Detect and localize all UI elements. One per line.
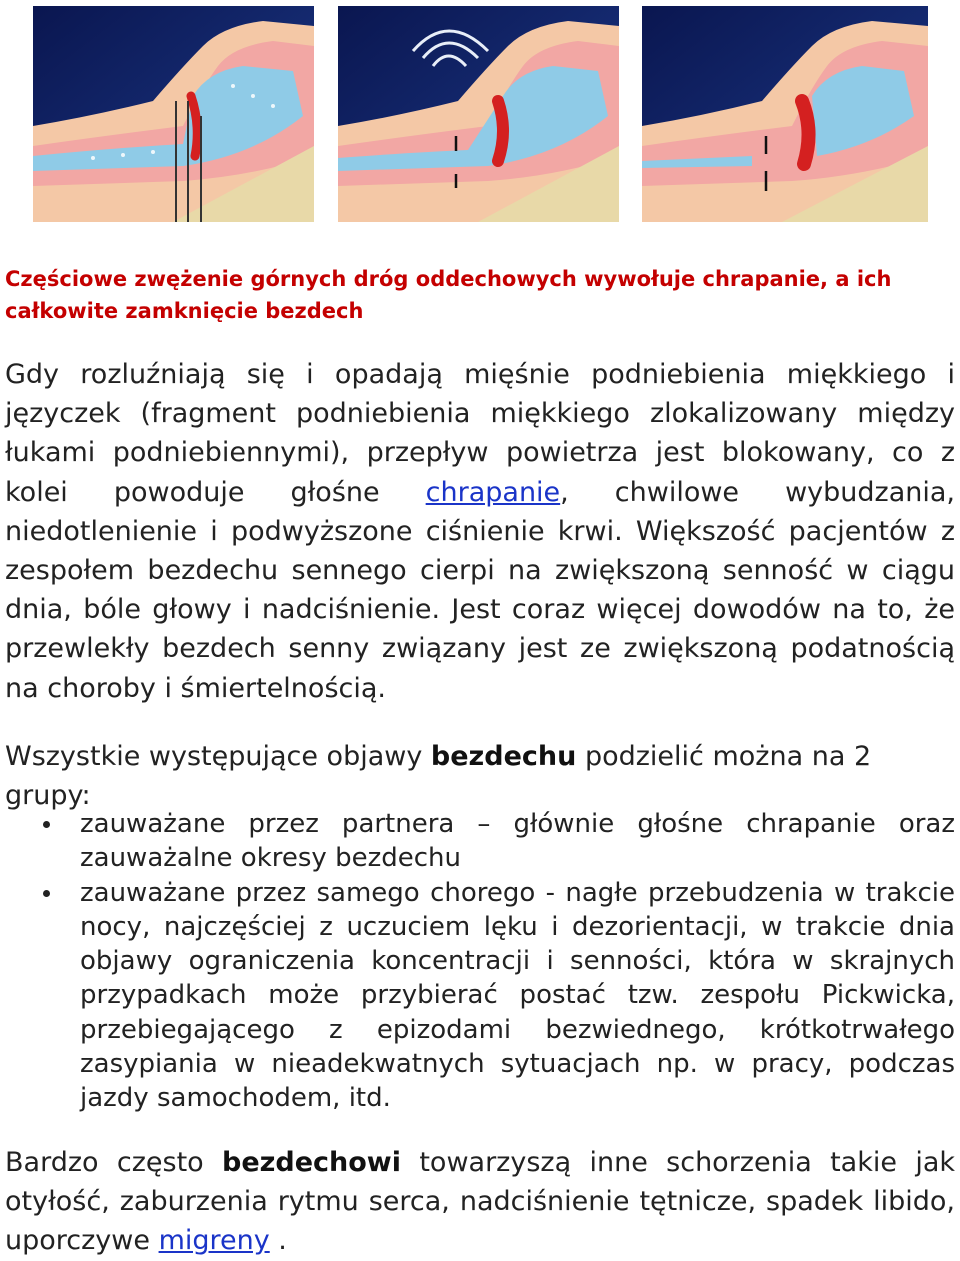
symptom-groups-list (0, 807, 955, 1116)
list-item (0, 876, 955, 1116)
snoring-link[interactable]: chrapanie (425, 476, 561, 508)
comorbidities-bold: bezdechowi (222, 1147, 401, 1178)
list-item-text: zauważane przez partnera – głównie głośne chrapanie oraz zauważalne okresy bezdechu (80, 809, 955, 874)
sleeper-airway-open-icon (33, 6, 314, 222)
symptom-groups-intro (5, 737, 955, 815)
bullet-icon (43, 821, 50, 828)
groups-intro-start: Wszystkie występujące objawy (5, 741, 431, 772)
panel-partial-obstruction (338, 6, 619, 222)
panel-normal-airway (33, 6, 314, 222)
intro-text-end: , chwilowe wybudzania, niedotlenienie i podwyższone ciśnienie krwi. Większość pacjentów z zespołem bezdechu sennego cierpi na zwiększoną senność w ciągu dnia, bóle głowy i nadciśnienie. Jest coraz więcej dowodów na to, że przewlekły bezdech senny związany jest ze zwiększoną podatnością na choroby i śmiertelnością. (5, 476, 955, 704)
groups-intro-end: podzielić można na 2 grupy: (5, 741, 872, 812)
comorbidities-text-middle: towarzyszą inne schorzenia takie jak otyłość, zaburzenia rytmu serca, nadciśnienie tętnicze, spadek libido, uporczywe (5, 1147, 955, 1257)
comorbidities-text-end: . (269, 1225, 287, 1257)
figure-caption: Częściowe zwężenie górnych dróg oddechowych wywołuje chrapanie, a ich całkowite zamknięcie bezdech (5, 267, 892, 323)
comorbidities-text-start: Bardzo często (5, 1147, 223, 1178)
comorbidities-paragraph (5, 1143, 955, 1261)
sleeper-airway-snoring-icon (338, 6, 619, 222)
airway-illustrations (33, 6, 928, 222)
groups-intro-bold: bezdechu (430, 741, 577, 772)
intro-text-start: Gdy rozluźniają się i opadają mięśnie podniebienia miękkiego i języczek (fragment podniebienia miękkiego zlokalizowany między łukami podniebiennymi), przepływ powietrza jest blokowany, co z kolei powoduje głośne (5, 359, 955, 508)
bullet-icon (43, 890, 50, 897)
sleeper-airway-closed-icon (642, 6, 928, 222)
migraine-link[interactable]: migreny (158, 1225, 270, 1257)
list-item (0, 807, 955, 876)
panel-complete-obstruction (642, 6, 928, 222)
intro-paragraph (5, 355, 955, 708)
list-item-text: zauważane przez samego chorego - nagłe przebudzenia w trakcie nocy, najczęściej z uczuciem lęku i dezorientacji, w trakcie dnia objawy ograniczenia koncentracji i senności, która w skrajnych przypadkach może przybierać postać tzw. zespołu Pickwicka, przebiegającego z epizodami bezwiednego, krótkotrwałego zasypiania w nieadekwatnych sytuacjach np. w pracy, podczas jazdy samochodem, itd. (80, 877, 955, 1114)
